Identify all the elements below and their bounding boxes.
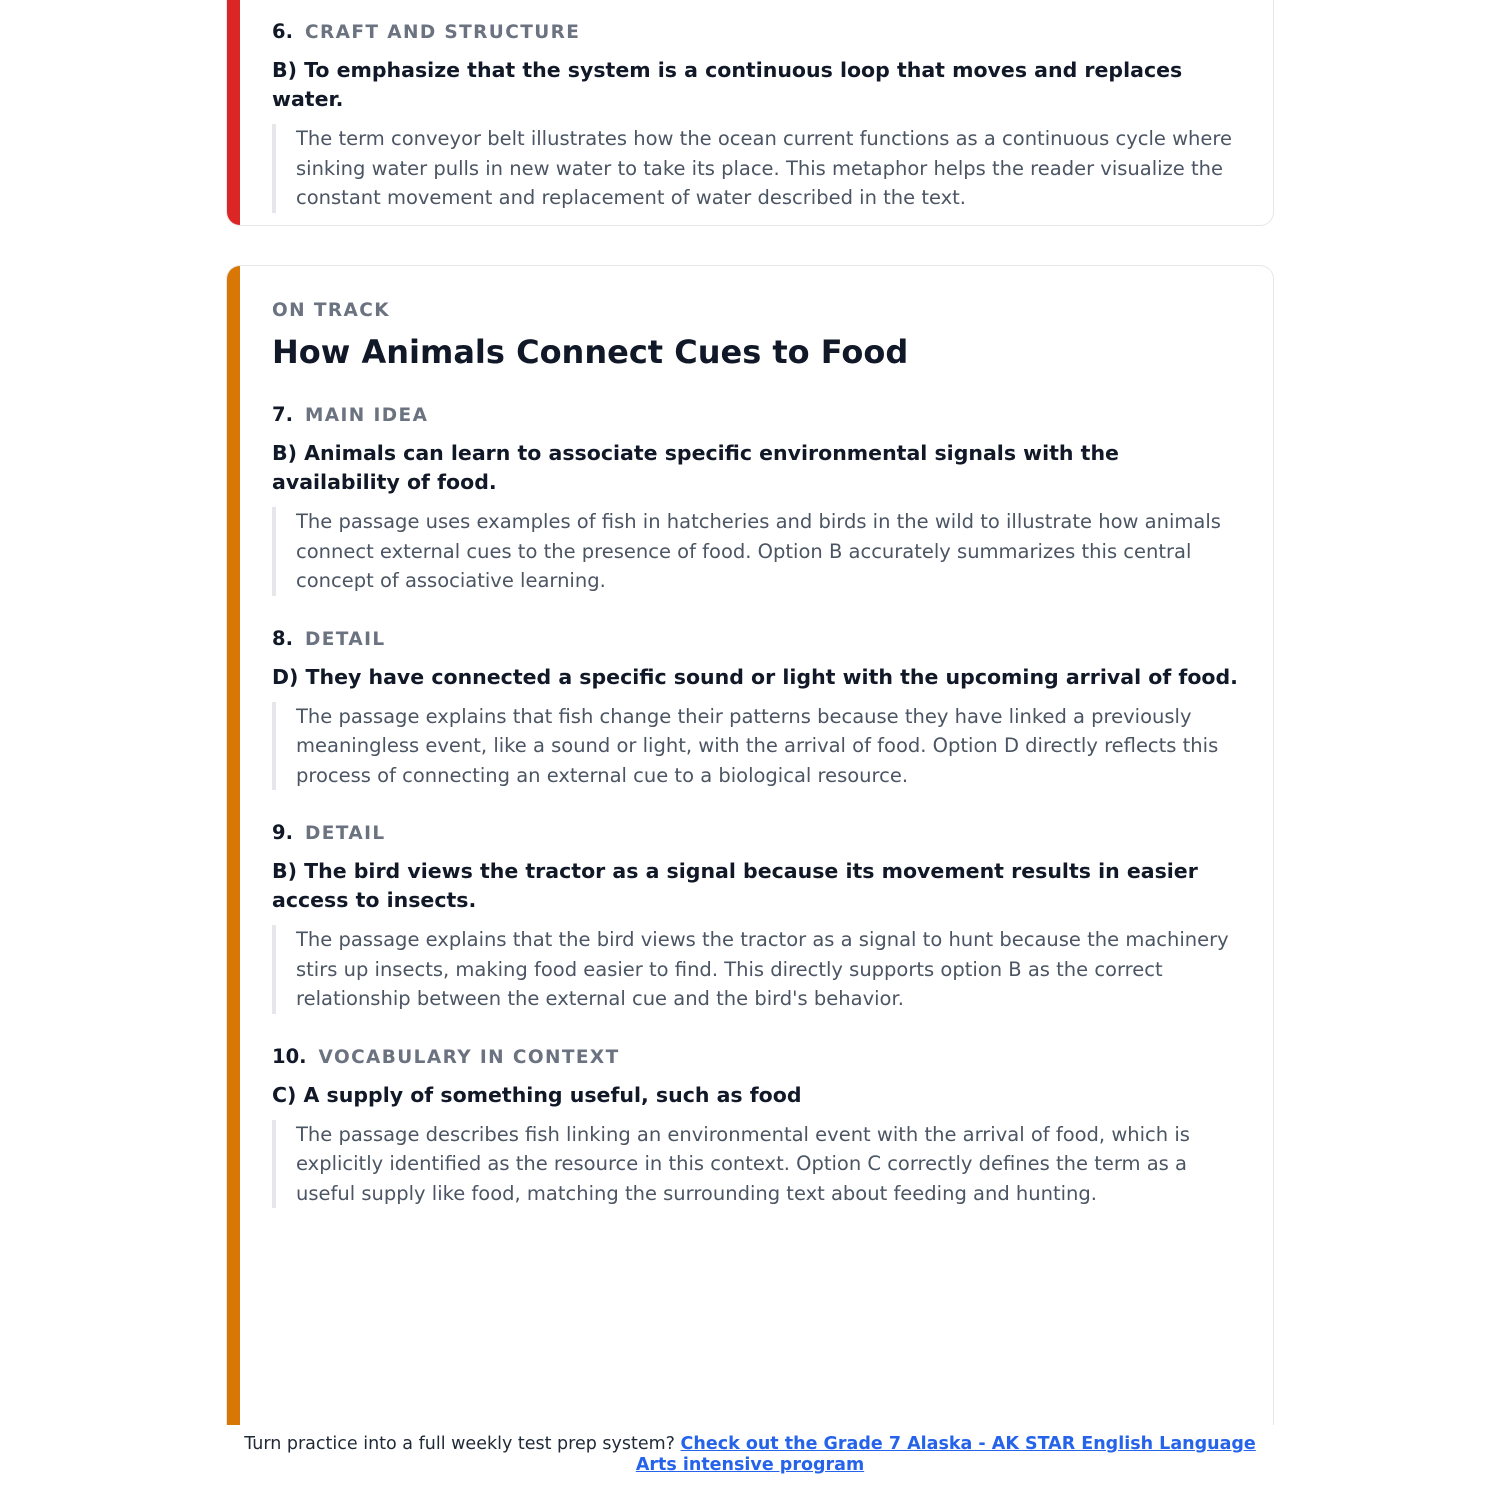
- section-title: How Animals Connect Cues to Food: [272, 333, 909, 371]
- question-answer: B) The bird views the tractor as a signal because its movement results in easier access to insects.: [272, 859, 1198, 912]
- footer-text: Turn practice into a full weekly test prep system?: [244, 1434, 675, 1454]
- status-bar-orange: [227, 266, 240, 1425]
- question-number: 8.: [272, 626, 293, 650]
- program-link[interactable]: Check out the Grade 7 Alaska - AK STAR English Language Arts intensive program: [635, 1434, 1256, 1475]
- question-number: 10.: [272, 1044, 307, 1068]
- question-skill: CRAFT AND STRUCTURE: [304, 22, 581, 43]
- question-skill: DETAIL: [304, 823, 386, 844]
- question-answer: B) Animals can learn to associate specific environmental signals with the availability of food.: [272, 441, 1119, 494]
- question-header: [272, 820, 1245, 847]
- question-item-10: [272, 1044, 1245, 1209]
- question-explanation: The passage uses examples of fish in hatcheries and birds in the wild to illustrate how animals connect external cues to the presence of food. Option B accurately summarizes this central concept of associative learning.: [272, 507, 1245, 596]
- question-item-7: [272, 402, 1245, 596]
- question-item-6: [272, 19, 1245, 213]
- question-item-9: [272, 820, 1245, 1014]
- card-content: [272, 19, 1245, 213]
- card-content: [272, 298, 1245, 1208]
- section-status-label: ON TRACK: [272, 300, 390, 321]
- question-answer: D) They have connected a specific sound or light with the upcoming arrival of food.: [272, 664, 1238, 689]
- question-number: 7.: [272, 403, 293, 426]
- question-skill: DETAIL: [304, 628, 386, 650]
- question-header: [272, 626, 1245, 653]
- question-number: 9.: [272, 821, 293, 844]
- question-skill: VOCABULARY IN CONTEXT: [318, 1046, 620, 1068]
- question-answer: B) To emphasize that the system is a continuous loop that moves and replaces water.: [272, 58, 1183, 111]
- question-item-8: [272, 626, 1245, 791]
- results-card-on-track: [226, 265, 1274, 1425]
- question-number: 6.: [272, 20, 293, 43]
- question-explanation: The passage explains that fish change their patterns because they have linked a previously meaningless event, like a sound or light, with the arrival of food. Option D directly reflects this process of connecting an external cue to a biological resource.: [272, 702, 1245, 791]
- question-header: [272, 19, 1245, 46]
- footer-promo: [226, 1434, 1274, 1476]
- question-explanation: The passage describes fish linking an environmental event with the arrival of food, which is explicitly identified as the resource in this context. Option C correctly defines the term as a useful supply like food, matching the surrounding text about feeding and hunting.: [272, 1120, 1245, 1209]
- question-header: [272, 402, 1245, 429]
- status-bar-red: [227, 0, 240, 225]
- question-header: [272, 1044, 1245, 1071]
- results-card-craft: [226, 0, 1274, 226]
- question-skill: MAIN IDEA: [304, 405, 429, 426]
- question-answer: C) A supply of something useful, such as food: [272, 1082, 802, 1107]
- question-explanation: The term conveyor belt illustrates how the ocean current functions as a continuous cycle where sinking water pulls in new water to take its place. This metaphor helps the reader visualize the constant movement and replacement of water described in the text.: [272, 124, 1245, 213]
- question-explanation: The passage explains that the bird views the tractor as a signal to hunt because the machinery stirs up insects, making food easier to find. This directly supports option B as the correct relationship between the external cue and the bird's behavior.: [272, 925, 1245, 1014]
